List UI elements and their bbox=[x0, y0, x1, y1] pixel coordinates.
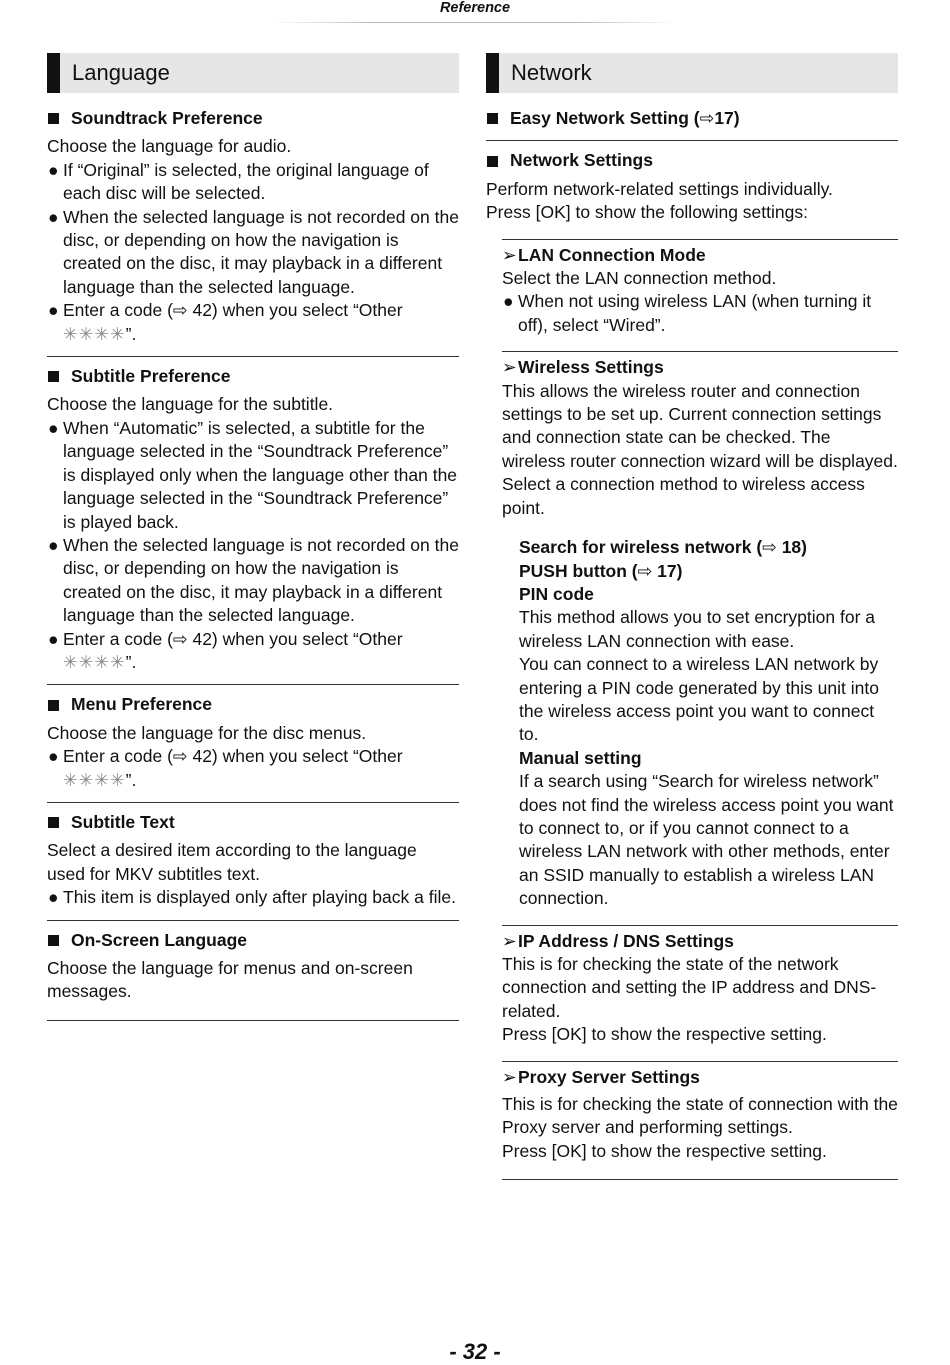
item-intro: Press [OK] to show the following settings: bbox=[486, 202, 808, 223]
item-title: Menu Preference bbox=[71, 694, 213, 715]
code-bullet: ● Enter a code (⇨ 42) when you select “Other ✳✳✳✳”. bbox=[48, 628, 403, 672]
language-column bbox=[47, 53, 459, 1021]
bullet: ● When the selected language is not recorded on the disc, or depending on how the navigation is created on the disc, it may playback in a different language than the selected language. bbox=[48, 534, 459, 626]
ref-arrow-icon: ⇨ bbox=[172, 746, 188, 767]
item-intro: Choose the language for the disc menus. bbox=[47, 722, 367, 743]
language-heading: Language bbox=[72, 60, 170, 85]
ref-arrow-icon: ⇨ bbox=[637, 560, 653, 581]
bullet-dot-icon: ● bbox=[48, 746, 59, 767]
item-title: Subtitle Text bbox=[71, 811, 175, 832]
chevron-right-icon: ➢ bbox=[502, 244, 517, 265]
bullet-dot-icon: ● bbox=[48, 417, 59, 438]
sub-title: LAN Connection Mode bbox=[518, 244, 706, 265]
sub-title: Wireless Settings bbox=[518, 357, 664, 378]
ref-arrow-icon: ⇨ bbox=[699, 108, 715, 128]
square-bullet-icon bbox=[487, 156, 498, 167]
item-title: Subtitle Preference bbox=[71, 366, 231, 387]
section-bar bbox=[47, 53, 60, 93]
item-intro: Select a desired item according to the language used for MKV subtitles text. bbox=[47, 840, 417, 884]
bullet-dot-icon: ● bbox=[48, 206, 59, 227]
ip-dns-settings: ➢ IP Address / DNS Settings This is for checking the state of the network connection and setting the IP address and DNS-related. Press [OK] to show the respective setting. bbox=[502, 925, 898, 1047]
wireless-methods: Search for wireless network (⇨ 18) PUSH button (⇨ 17) PIN code This method allows you to set encryption for a wireless LAN connection with ease. You can connect to a wireless LAN network by entering a PIN code generated by this unit into the wireless access point you want to connect to. Manual setting If a search using “Search for wireless network” does not find the wireless access point you want to connect to, or if you cannot connect to a wireless LAN network with other methods, enter an SSID manually to establish a wireless LAN connection. bbox=[519, 536, 898, 911]
item-intro: Choose the language for menus and on-screen messages. bbox=[47, 958, 413, 1002]
section-end-rule bbox=[502, 1179, 898, 1180]
bullet: ● When not using wireless LAN (when turning it off), select “Wired”. bbox=[503, 291, 872, 335]
bullet-dot-icon: ● bbox=[48, 300, 59, 321]
chevron-right-icon: ➢ bbox=[502, 1066, 517, 1087]
proxy-server-settings: ➢ Proxy Server Settings This is for checking the state of connection with the Proxy server and performing settings. Press [OK] to show the respective setting. bbox=[502, 1061, 898, 1164]
bullet-dot-icon: ● bbox=[48, 887, 59, 908]
square-bullet-icon bbox=[48, 700, 59, 711]
item-intro: Choose the language for the subtitle. bbox=[47, 394, 334, 415]
item-title: Soundtrack Preference bbox=[71, 108, 263, 128]
bullet-dot-icon: ● bbox=[503, 291, 514, 312]
square-bullet-icon bbox=[487, 113, 498, 124]
page-number: - 32 - bbox=[449, 1339, 501, 1364]
bullet: ● When “Automatic” is selected, a subtitle for the language selected in the “Soundtrack Preference” is displayed only when the language other than the language selected in the “Soundtrack Preference” is played back. bbox=[48, 417, 458, 532]
language-section-header bbox=[47, 53, 459, 93]
bullet: ● When the selected language is not recorded on the disc, or depending on how the navigation is created on the disc, it may playback in a different language than the selected language. bbox=[48, 206, 459, 297]
item-title: Easy Network Setting ( bbox=[510, 108, 700, 128]
square-bullet-icon bbox=[48, 113, 59, 124]
page-header bbox=[0, 0, 950, 23]
ref-arrow-icon: ⇨ bbox=[172, 300, 188, 321]
bullet: ● If “Original” is selected, the original language of each disc will be selected. bbox=[48, 159, 429, 204]
section-end-rule bbox=[47, 1020, 459, 1021]
network-subsettings bbox=[502, 239, 898, 1181]
item-title: On-Screen Language bbox=[71, 929, 248, 950]
easy-network-setting: Easy Network Setting ( ⇨ 17) bbox=[486, 103, 898, 130]
subtitle-text bbox=[47, 802, 459, 910]
bullet-dot-icon: ● bbox=[48, 628, 59, 649]
code-bullet: ● Enter a code (⇨ 42) when you select “Other ✳✳✳✳”. bbox=[48, 746, 403, 790]
push-button-method: PUSH button (⇨ 17) bbox=[519, 560, 683, 581]
manual-setting-title: Manual setting bbox=[519, 747, 642, 768]
search-wireless-network: Search for wireless network (⇨ 18) bbox=[519, 537, 807, 558]
wireless-settings: ➢ Wireless Settings This allows the wireless router and connection settings to be set up. Current connection settings and connection state can be checked. The wireless router connection wizard will be displayed. Select a connection method to wireless access point. Search for wireless network (⇨ 18) PUSH button (⇨ 17) PIN code This method allows you to set encryption for a wireless LAN connection with ease. You can connect to a wireless LAN network by entering a PIN code generated by this unit into the wireless access point you want to connect to. Manual setting If a search using “Search for wireless network” does not find the wireless access point you want to connect to, or if you cannot connect to a wireless LAN network with other methods, enter an SSID manually to establish a wireless LAN connection. bbox=[502, 351, 898, 910]
square-bullet-icon bbox=[48, 371, 59, 382]
chevron-right-icon: ➢ bbox=[502, 930, 517, 951]
item-intro: Perform network-related settings individually. bbox=[486, 178, 833, 199]
network-heading: Network bbox=[511, 60, 592, 85]
chevron-right-icon: ➢ bbox=[502, 357, 517, 378]
lan-connection-mode: ➢ LAN Connection Mode Select the LAN connection method. ● When not using wireless LAN (when turning it off), select “Wired”. bbox=[502, 239, 898, 338]
menu-preference bbox=[47, 684, 459, 792]
square-bullet-icon bbox=[48, 935, 59, 946]
soundtrack-preference bbox=[47, 103, 459, 346]
on-screen-language bbox=[47, 920, 459, 1004]
bullet-dot-icon: ● bbox=[48, 534, 59, 555]
item-intro: Choose the language for audio. bbox=[47, 136, 292, 157]
ref-arrow-icon: ⇨ bbox=[172, 628, 188, 649]
sub-title: Proxy Server Settings bbox=[518, 1066, 700, 1087]
bullet: ● This item is displayed only after playing back a file. bbox=[47, 886, 459, 909]
network-section-header bbox=[486, 53, 898, 93]
ref-arrow-icon: ⇨ bbox=[762, 537, 777, 558]
header-rule bbox=[270, 22, 680, 23]
code-bullet: ● Enter a code (⇨ 42) when you select “Other ✳✳✳✳”. bbox=[48, 300, 403, 344]
square-bullet-icon bbox=[48, 817, 59, 828]
network-settings bbox=[486, 140, 898, 1180]
network-column bbox=[486, 53, 898, 1180]
section-bar bbox=[486, 53, 499, 93]
item-title: Network Settings bbox=[510, 150, 653, 171]
pin-code-title: PIN code bbox=[519, 583, 594, 604]
sub-title: IP Address / DNS Settings bbox=[518, 930, 734, 951]
header-title: Reference bbox=[439, 0, 511, 16]
subtitle-preference bbox=[47, 356, 459, 674]
bullet-dot-icon: ● bbox=[48, 159, 59, 180]
